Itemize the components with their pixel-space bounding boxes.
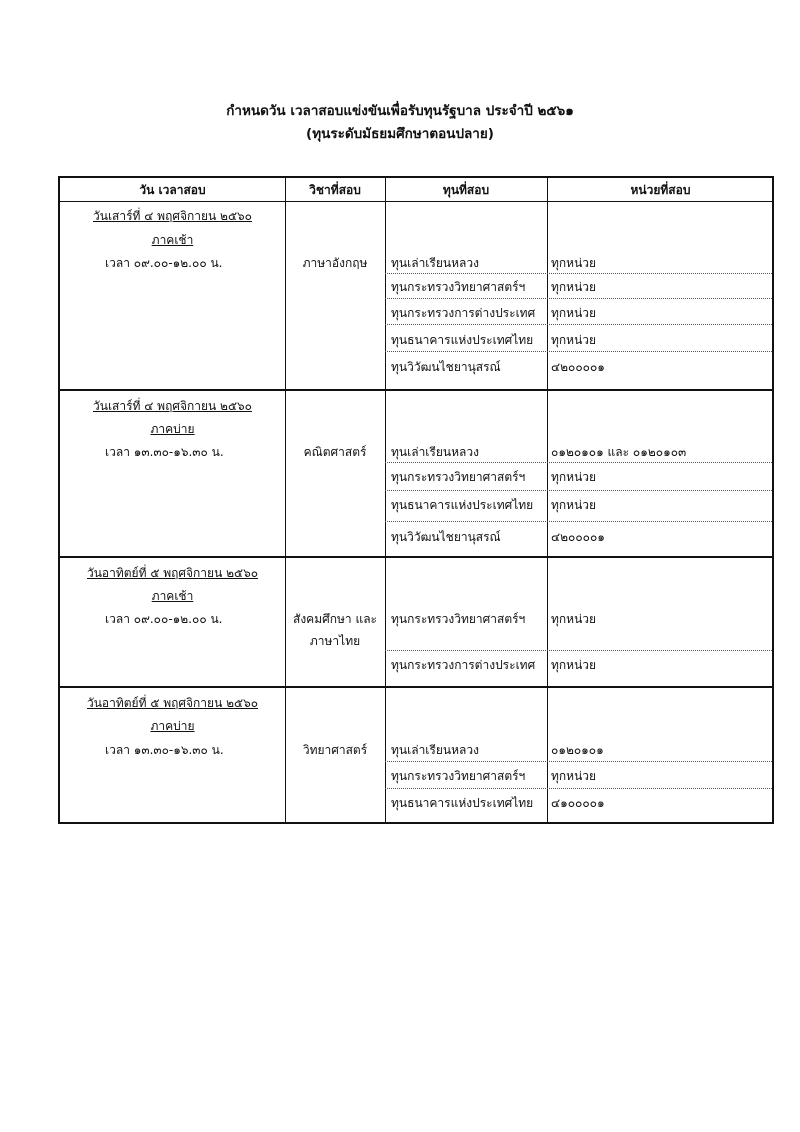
exam-unit: ทุกหน่วย	[551, 306, 597, 320]
row-divider	[385, 273, 772, 274]
exam-unit: ทุกหน่วย	[551, 612, 597, 626]
row-divider	[385, 490, 772, 491]
scholarship-name: ทุนกระทรวงวิทยาศาสตร์ฯ	[391, 280, 526, 294]
exam-unit: ทุกหน่วย	[551, 498, 597, 512]
column-divider	[385, 178, 386, 822]
exam-unit: ทุกหน่วย	[551, 333, 597, 347]
scholarship-name: ทุนเล่าเรียนหลวง	[391, 445, 479, 459]
session-period: ภาคเช้า	[151, 589, 194, 603]
scholarship-name: ทุนกระทรวงวิทยาศาสตร์ฯ	[391, 769, 526, 783]
session-time: เวลา ๐๙.๐๐-๑๒.๐๐ น.	[105, 612, 223, 626]
session-subject: วิทยาศาสตร์	[302, 743, 368, 757]
exam-unit: ทุกหน่วย	[551, 256, 597, 270]
session-period: ภาคบ่าย	[150, 719, 195, 733]
session-date: วันอาทิตย์ที่ ๕ พฤศจิกายน ๒๕๖๐	[86, 696, 259, 710]
scholarship-name: ทุนเล่าเรียนหลวง	[391, 256, 479, 270]
session-subject-line2: ภาษาไทย	[309, 634, 361, 648]
scholarship-name: ทุนกระทรวงการต่างประเทศ	[391, 658, 536, 672]
header-scholarship: ทุนที่สอบ	[442, 183, 490, 197]
session-time: เวลา ๐๙.๐๐-๑๒.๐๐ น.	[105, 256, 223, 270]
session-subject: ภาษาอังกฤษ	[302, 256, 368, 270]
row-divider	[385, 788, 772, 789]
row-divider	[385, 521, 772, 522]
row-divider	[385, 462, 772, 463]
scholarship-name: ทุนเล่าเรียนหลวง	[391, 743, 479, 757]
column-divider	[547, 178, 548, 822]
session-subject: คณิตศาสตร์	[303, 445, 367, 459]
session-period: ภาคเช้า	[151, 233, 194, 247]
exam-unit: ๔๒๐๐๐๐๑	[551, 360, 605, 374]
row-divider	[385, 650, 772, 651]
exam-unit: ๔๑๐๐๐๐๑	[551, 796, 605, 810]
exam-schedule-table	[58, 176, 774, 824]
scholarship-name: ทุนวิวัฒนไชยานุสรณ์	[391, 530, 501, 544]
session-divider	[60, 686, 772, 688]
session-period: ภาคบ่าย	[150, 422, 195, 436]
scholarship-name: ทุนธนาคารแห่งประเทศไทย	[391, 333, 534, 347]
session-time: เวลา ๑๓.๓๐-๑๖.๓๐ น.	[105, 445, 224, 459]
session-divider	[60, 556, 772, 558]
row-divider	[385, 351, 772, 352]
row-divider	[385, 761, 772, 762]
row-divider	[385, 324, 772, 325]
header-divider	[60, 201, 772, 202]
column-divider	[285, 178, 286, 822]
session-date: วันอาทิตย์ที่ ๕ พฤศจิกายน ๒๕๖๐	[86, 566, 259, 580]
scholarship-name: ทุนกระทรวงวิทยาศาสตร์ฯ	[391, 612, 526, 626]
exam-unit: ๔๒๐๐๐๐๑	[551, 530, 605, 544]
scholarship-name: ทุนวิวัฒนไชยานุสรณ์	[391, 360, 501, 374]
scholarship-name: ทุนกระทรวงการต่างประเทศ	[391, 306, 536, 320]
session-time: เวลา ๑๓.๓๐-๑๖.๓๐ น.	[105, 743, 224, 757]
scholarship-name: ทุนธนาคารแห่งประเทศไทย	[391, 796, 534, 810]
exam-unit: ทุกหน่วย	[551, 658, 597, 672]
exam-unit: ทุกหน่วย	[551, 769, 597, 783]
row-divider	[385, 298, 772, 299]
session-date: วันเสาร์ที่ ๔ พฤศจิกายน ๒๕๖๐	[93, 209, 252, 223]
header-subject: วิชาที่สอบ	[309, 183, 361, 197]
exam-unit: ทุกหน่วย	[551, 280, 597, 294]
exam-unit: ทุกหน่วย	[551, 470, 597, 484]
scholarship-name: ทุนธนาคารแห่งประเทศไทย	[391, 498, 534, 512]
session-date: วันเสาร์ที่ ๔ พฤศจิกายน ๒๕๖๐	[93, 399, 252, 413]
exam-unit: ๐๑๒๐๑๐๑ และ ๐๑๒๐๑๐๓	[551, 445, 687, 459]
session-divider	[60, 389, 772, 391]
scholarship-name: ทุนกระทรวงวิทยาศาสตร์ฯ	[391, 470, 526, 484]
document-title: กำหนดวัน เวลาสอบแข่งขันเพื่อรับทุนรัฐบาล ประจำปี ๒๕๖๑	[226, 103, 574, 119]
header-exam-unit: หน่วยที่สอบ	[630, 183, 691, 197]
document-subtitle: (ทุนระดับมัธยมศึกษาตอนปลาย)	[306, 126, 494, 142]
header-exam-date-time: วัน เวลาสอบ	[139, 183, 206, 197]
session-subject: สังคมศึกษา และ	[293, 612, 377, 626]
exam-unit: ๐๑๒๐๑๐๑	[551, 743, 604, 757]
